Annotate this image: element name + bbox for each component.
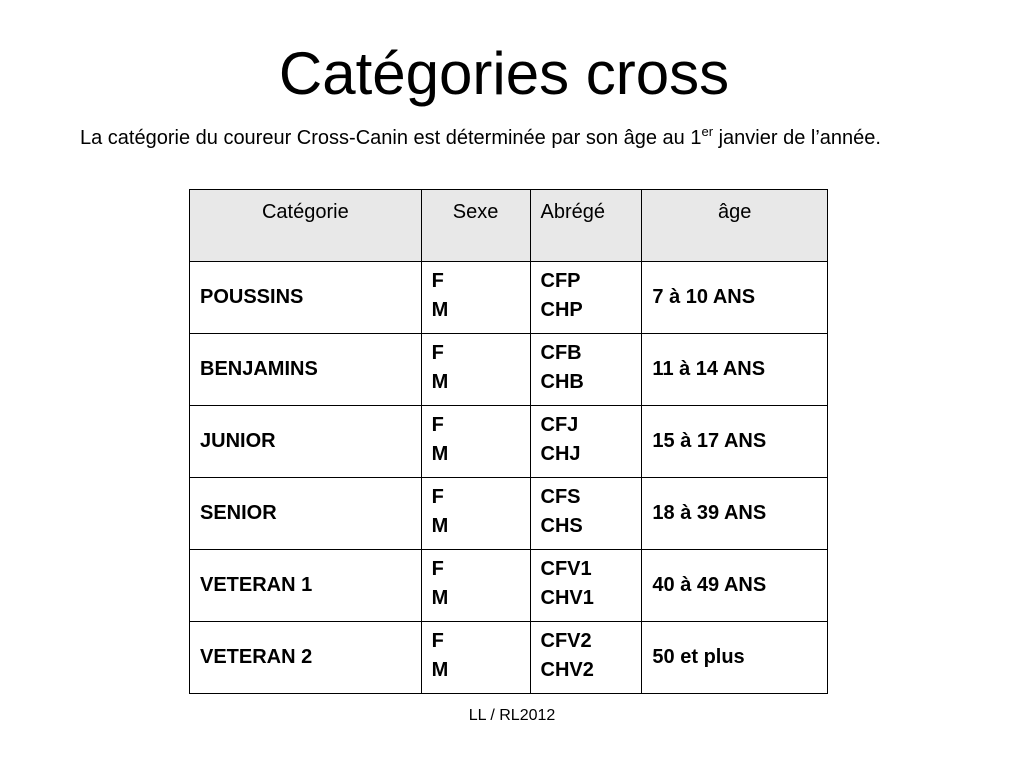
intro-text-end: janvier de l’année.	[713, 127, 881, 149]
abrege-value: CFS	[540, 486, 581, 508]
cell-sexe	[421, 334, 530, 406]
table-header-row	[190, 190, 828, 262]
abrege-value: CHV2	[540, 659, 594, 681]
sexe-value: F	[431, 486, 444, 508]
table-row	[190, 478, 828, 550]
sexe-value: F	[431, 558, 444, 580]
cell-categorie: VETERAN 2	[190, 622, 422, 694]
cell-abrege	[530, 334, 642, 406]
cell-age: 11 à 14 ANS	[642, 334, 828, 406]
page-title: Catégories cross	[278, 40, 730, 107]
table-row	[190, 622, 828, 694]
cell-categorie: SENIOR	[190, 478, 422, 550]
cell-abrege	[530, 406, 642, 478]
cell-age: 18 à 39 ANS	[642, 478, 828, 550]
abrege-value: CFB	[540, 342, 582, 364]
abrege-value: CHS	[540, 515, 583, 537]
header-categorie: Catégorie	[190, 190, 422, 262]
cell-age: 50 et plus	[642, 622, 828, 694]
sexe-value: F	[431, 342, 444, 364]
cell-age: 40 à 49 ANS	[642, 550, 828, 622]
sexe-value: M	[431, 587, 449, 609]
table-row	[190, 262, 828, 334]
table-row	[190, 334, 828, 406]
cell-abrege	[530, 550, 642, 622]
cell-abrege	[530, 478, 642, 550]
table-body	[190, 262, 828, 694]
sexe-value: M	[431, 515, 449, 537]
abrege-value: CHB	[540, 371, 584, 393]
cell-sexe	[421, 262, 530, 334]
sexe-value: F	[431, 414, 444, 436]
sexe-value: F	[431, 270, 444, 292]
cell-categorie: VETERAN 1	[190, 550, 422, 622]
footer-credit: LL / RL2012	[468, 707, 556, 724]
cell-sexe	[421, 478, 530, 550]
abrege-value: CFV2	[540, 630, 592, 652]
cell-categorie: POUSSINS	[190, 262, 422, 334]
cell-sexe	[421, 622, 530, 694]
sexe-value: M	[431, 371, 449, 393]
cell-categorie: BENJAMINS	[190, 334, 422, 406]
intro-text: La catégorie du coureur Cross-Canin est déterminée par son âge au 1	[80, 127, 702, 149]
sexe-value: M	[431, 659, 449, 681]
cell-sexe	[421, 406, 530, 478]
table-row	[190, 550, 828, 622]
sexe-value: M	[431, 443, 449, 465]
abrege-value: CHV1	[540, 587, 594, 609]
header-sexe: Sexe	[421, 190, 530, 262]
categories-table	[189, 189, 828, 694]
cell-abrege	[530, 262, 642, 334]
sexe-value: M	[431, 299, 449, 321]
cell-age: 15 à 17 ANS	[642, 406, 828, 478]
abrege-value: CHP	[540, 299, 583, 321]
abrege-value: CHJ	[540, 443, 581, 465]
intro-superscript: er	[701, 124, 714, 139]
intro-paragraph	[80, 124, 970, 153]
cell-sexe	[421, 550, 530, 622]
abrege-value: CFP	[540, 270, 581, 292]
header-age: âge	[642, 190, 828, 262]
header-abrege: Abrégé	[530, 190, 642, 262]
cell-abrege	[530, 622, 642, 694]
abrege-value: CFV1	[540, 558, 592, 580]
sexe-value: F	[431, 630, 444, 652]
cell-age: 7 à 10 ANS	[642, 262, 828, 334]
cell-categorie: JUNIOR	[190, 406, 422, 478]
table-row	[190, 406, 828, 478]
abrege-value: CFJ	[540, 414, 579, 436]
